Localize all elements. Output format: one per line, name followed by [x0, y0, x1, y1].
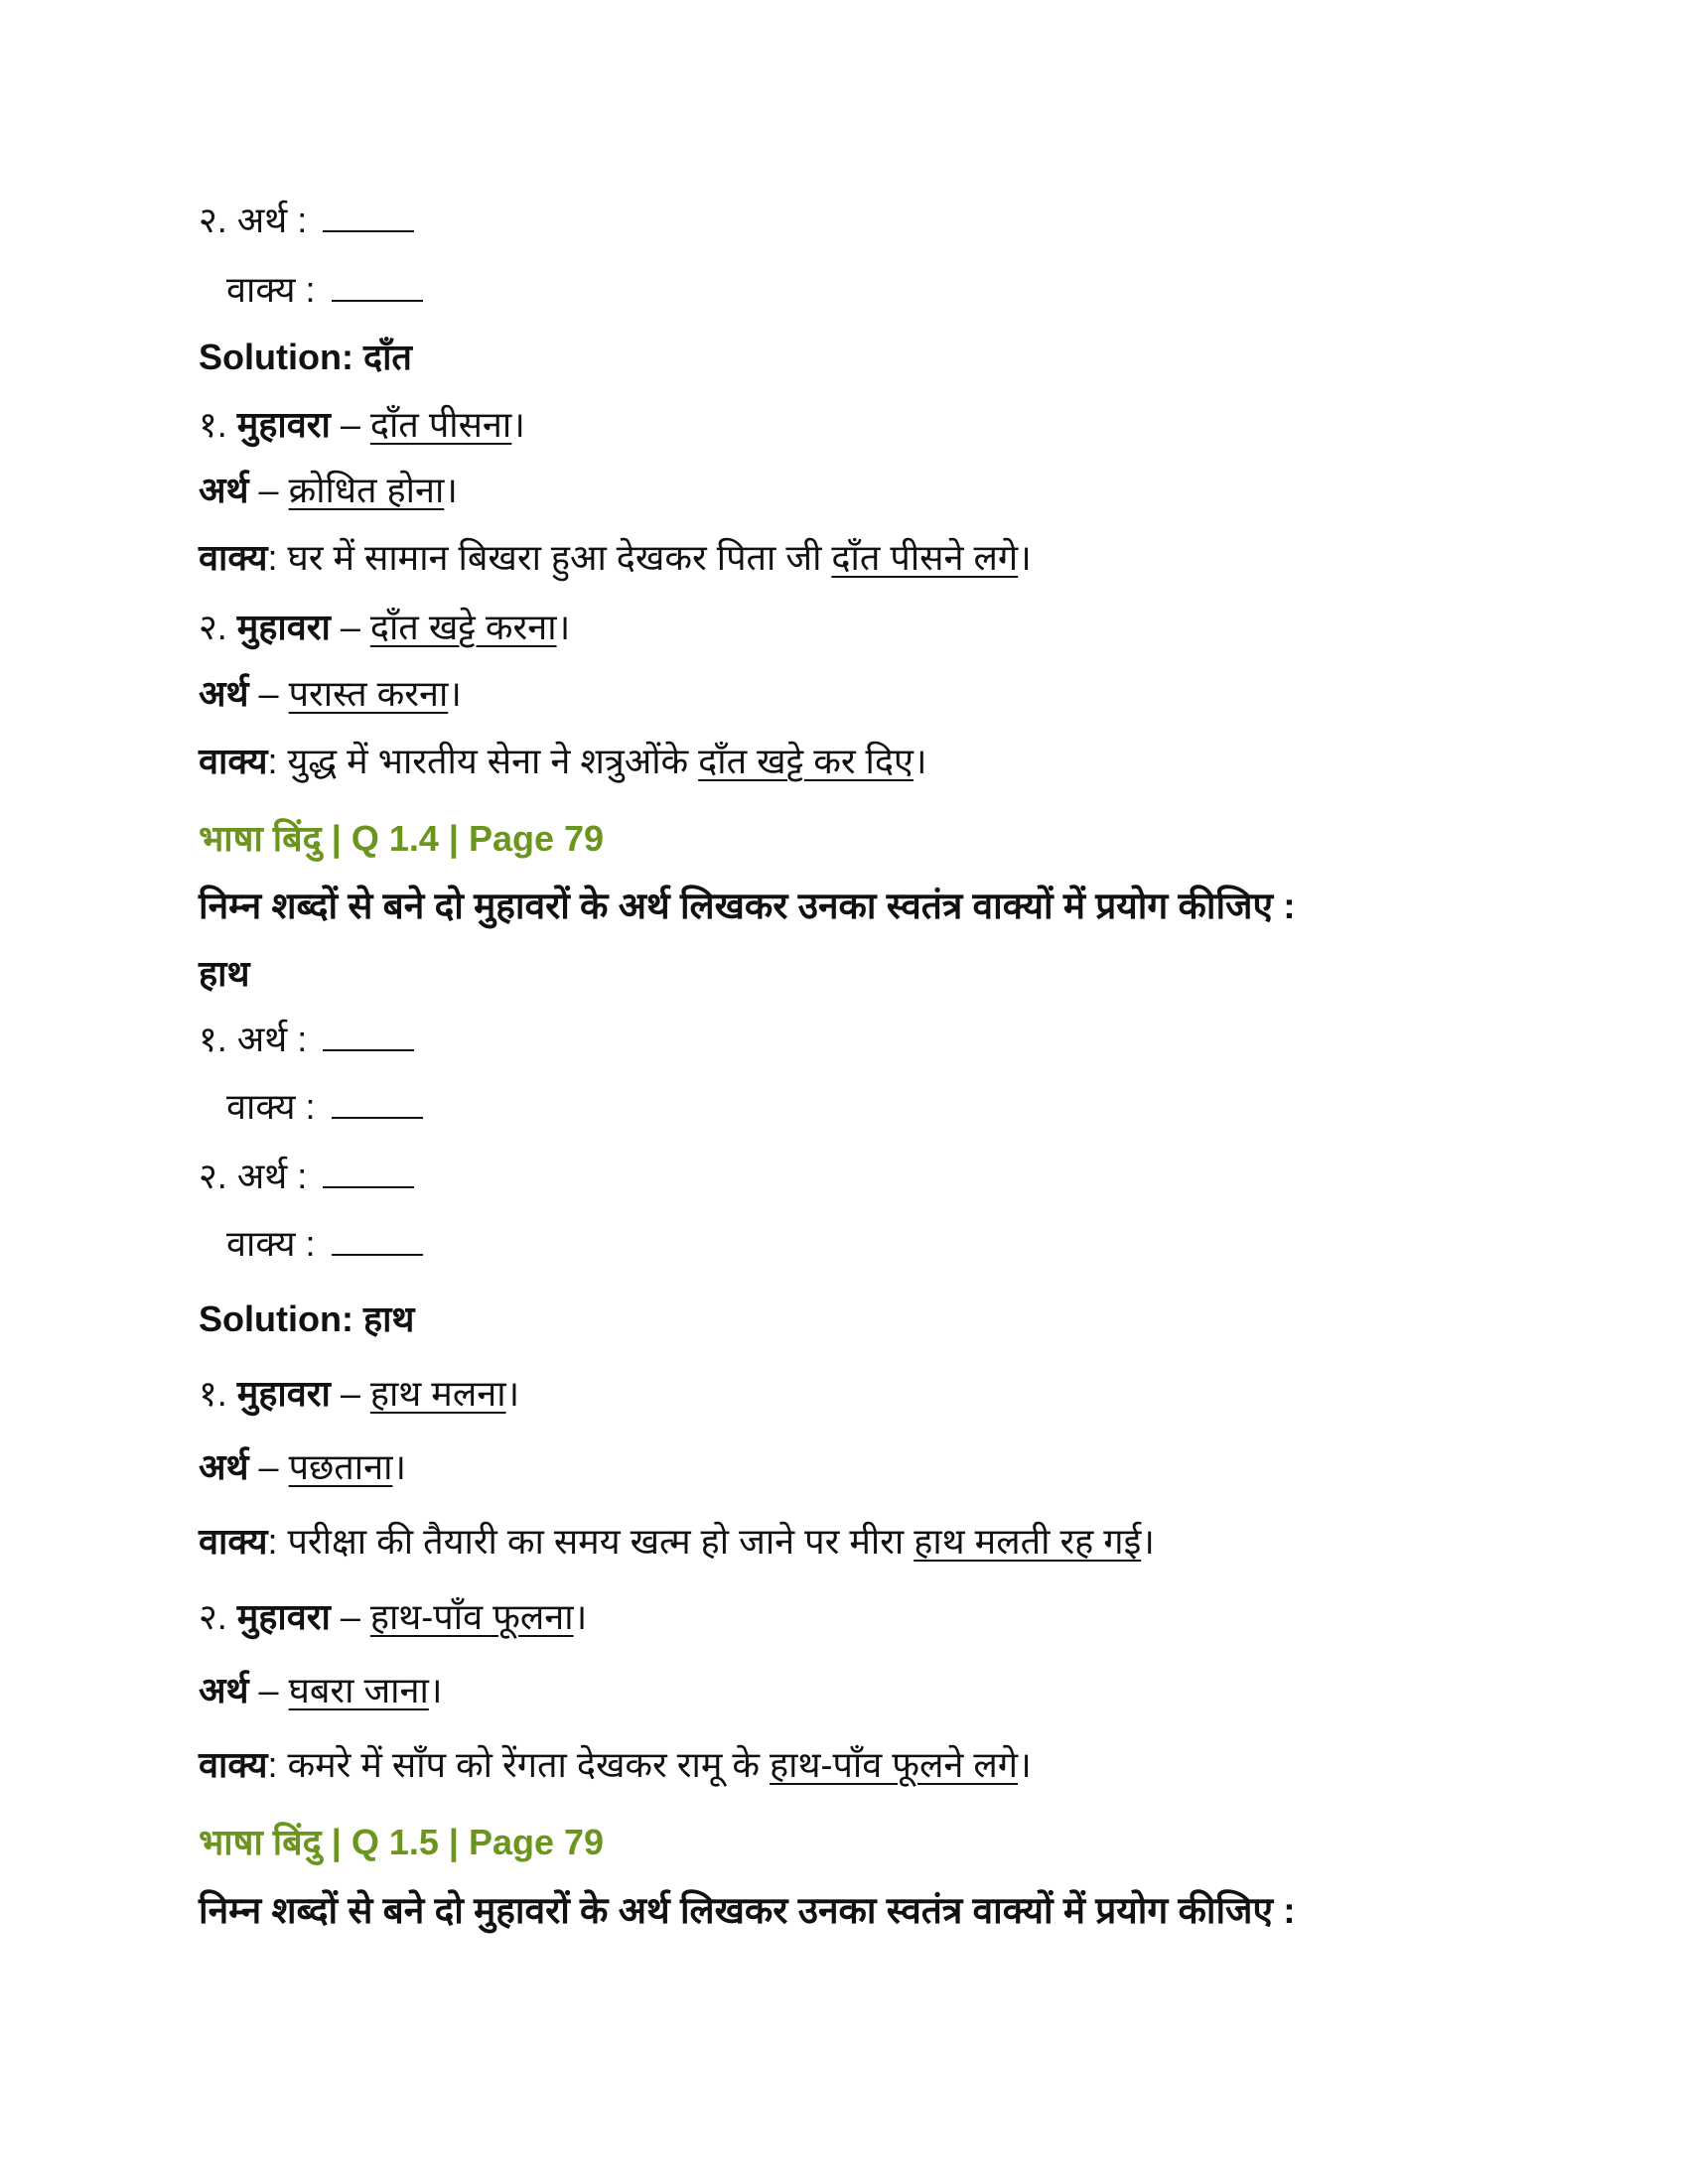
idiom-text: हाथ मलना [369, 1373, 506, 1414]
blank-line [332, 270, 423, 302]
sentence-text: : कमरे में साँप को रेंगता देखकर रामू के [267, 1744, 771, 1785]
item-number: १. [199, 1373, 227, 1414]
sentence-line-2 [199, 738, 927, 785]
danda: । [511, 404, 525, 445]
idiom-text: हाथ-पाँव फूलना [369, 1596, 574, 1637]
dash: – [340, 1596, 360, 1637]
dash: – [258, 673, 279, 714]
danda: । [392, 1446, 407, 1487]
idiom-line-2 [199, 604, 570, 651]
sentence-label: वाक्य [199, 741, 268, 781]
meaning-label: अर्थ [199, 1670, 249, 1710]
sentence-label: वाक्य : [226, 1086, 316, 1127]
idiom-text: दाँत पीसना [369, 404, 512, 445]
danda: । [505, 1373, 520, 1414]
sentence-label: वाक्य [199, 1521, 268, 1562]
sentence-text: : घर में सामान बिखरा हुआ देखकर पिता जी [267, 537, 832, 578]
idiom-label: मुहावरा [236, 1373, 331, 1414]
question-heading-1-5: भाषा बिंदु | Q 1.5 | Page 79 [199, 1822, 605, 1862]
meaning-line-2 [199, 670, 462, 718]
blank-line [323, 1157, 414, 1188]
danda: । [913, 741, 927, 781]
sentence-idiom: दाँत पीसने लगे [831, 537, 1019, 578]
fill-in-sentence-2 [226, 266, 423, 314]
question-heading-1-4: भाषा बिंदु | Q 1.4 | Page 79 [199, 818, 605, 859]
blank-line [323, 201, 414, 232]
idiom-label: मुहावरा [236, 1596, 331, 1637]
fill-in-meaning-2 [199, 1153, 414, 1200]
meaning-label: अर्थ : [236, 1019, 308, 1059]
solution-title-daant: Solution: दाँत [199, 337, 412, 377]
sentence-label: वाक्य : [226, 269, 316, 310]
fill-in-sentence-1 [226, 1083, 423, 1131]
question-instruction-1-4: निम्न शब्दों से बने दो मुहावरों के अर्थ लिखकर उनका स्वतंत्र वाक्यों में प्रयोग कीजिए : [199, 886, 1296, 926]
danda: । [556, 607, 571, 647]
item-number: २. [199, 1156, 227, 1196]
sentence-line-1 [199, 1518, 1155, 1566]
blank-line [332, 1224, 423, 1256]
idiom-line-1 [199, 401, 525, 449]
meaning-line-1 [199, 467, 458, 514]
meaning-line-2 [199, 1667, 442, 1714]
sentence-idiom: हाथ मलती रह गई [914, 1521, 1142, 1562]
sentence-line-1 [199, 534, 1032, 582]
sentence-idiom: दाँत खट्टे कर दिए [698, 741, 914, 781]
item-number: २. [199, 200, 227, 240]
meaning-text: घबरा जाना [288, 1670, 429, 1710]
idiom-label: मुहावरा [236, 607, 331, 647]
meaning-text: क्रोधित होना [288, 470, 445, 510]
question-instruction-1-5: निम्न शब्दों से बने दो मुहावरों के अर्थ लिखकर उनका स्वतंत्र वाक्यों में प्रयोग कीजिए : [199, 1890, 1296, 1931]
danda: । [448, 673, 462, 714]
solution-title-haath: Solution: हाथ [199, 1298, 415, 1339]
danda: । [573, 1596, 588, 1637]
dash: – [340, 404, 360, 445]
meaning-text: परास्त करना [288, 673, 449, 714]
dash: – [340, 607, 360, 647]
fill-in-sentence-2 [226, 1220, 423, 1268]
danda: । [1018, 1744, 1032, 1785]
danda: । [1141, 1521, 1155, 1562]
sentence-label: वाक्य [199, 537, 268, 578]
idiom-text: दाँत खट्टे करना [369, 607, 557, 647]
idiom-line-2 [199, 1593, 587, 1641]
fill-in-meaning-1 [199, 1016, 414, 1063]
sentence-line-2 [199, 1741, 1032, 1789]
danda: । [1018, 537, 1032, 578]
sentence-label: वाक्य : [226, 1223, 316, 1264]
meaning-text: पछताना [288, 1446, 393, 1487]
dash: – [258, 470, 279, 510]
sentence-text: : परीक्षा की तैयारी का समय खत्म हो जाने पर मीरा [267, 1521, 914, 1562]
sentence-label: वाक्य [199, 1744, 268, 1785]
item-number: १. [199, 404, 227, 445]
question-word-1-4: हाथ [199, 953, 250, 994]
idiom-label: मुहावरा [236, 404, 331, 445]
dash: – [258, 1670, 279, 1710]
item-number: २. [199, 1596, 227, 1637]
meaning-label: अर्थ : [236, 200, 308, 240]
meaning-line-1 [199, 1443, 406, 1491]
dash: – [340, 1373, 360, 1414]
item-number: १. [199, 1019, 227, 1059]
meaning-label: अर्थ [199, 470, 249, 510]
danda: । [444, 470, 458, 510]
blank-line [323, 1020, 414, 1051]
meaning-label: अर्थ [199, 1446, 249, 1487]
dash: – [258, 1446, 279, 1487]
sentence-idiom: हाथ-पाँव फूलने लगे [770, 1744, 1019, 1785]
meaning-label: अर्थ : [236, 1156, 308, 1196]
blank-line [332, 1087, 423, 1119]
meaning-label: अर्थ [199, 673, 249, 714]
fill-in-meaning-2 [199, 197, 414, 244]
idiom-line-1 [199, 1370, 519, 1418]
item-number: २. [199, 607, 227, 647]
danda: । [428, 1670, 443, 1710]
sentence-text: : युद्ध में भारतीय सेना ने शत्रुओंके [267, 741, 699, 781]
